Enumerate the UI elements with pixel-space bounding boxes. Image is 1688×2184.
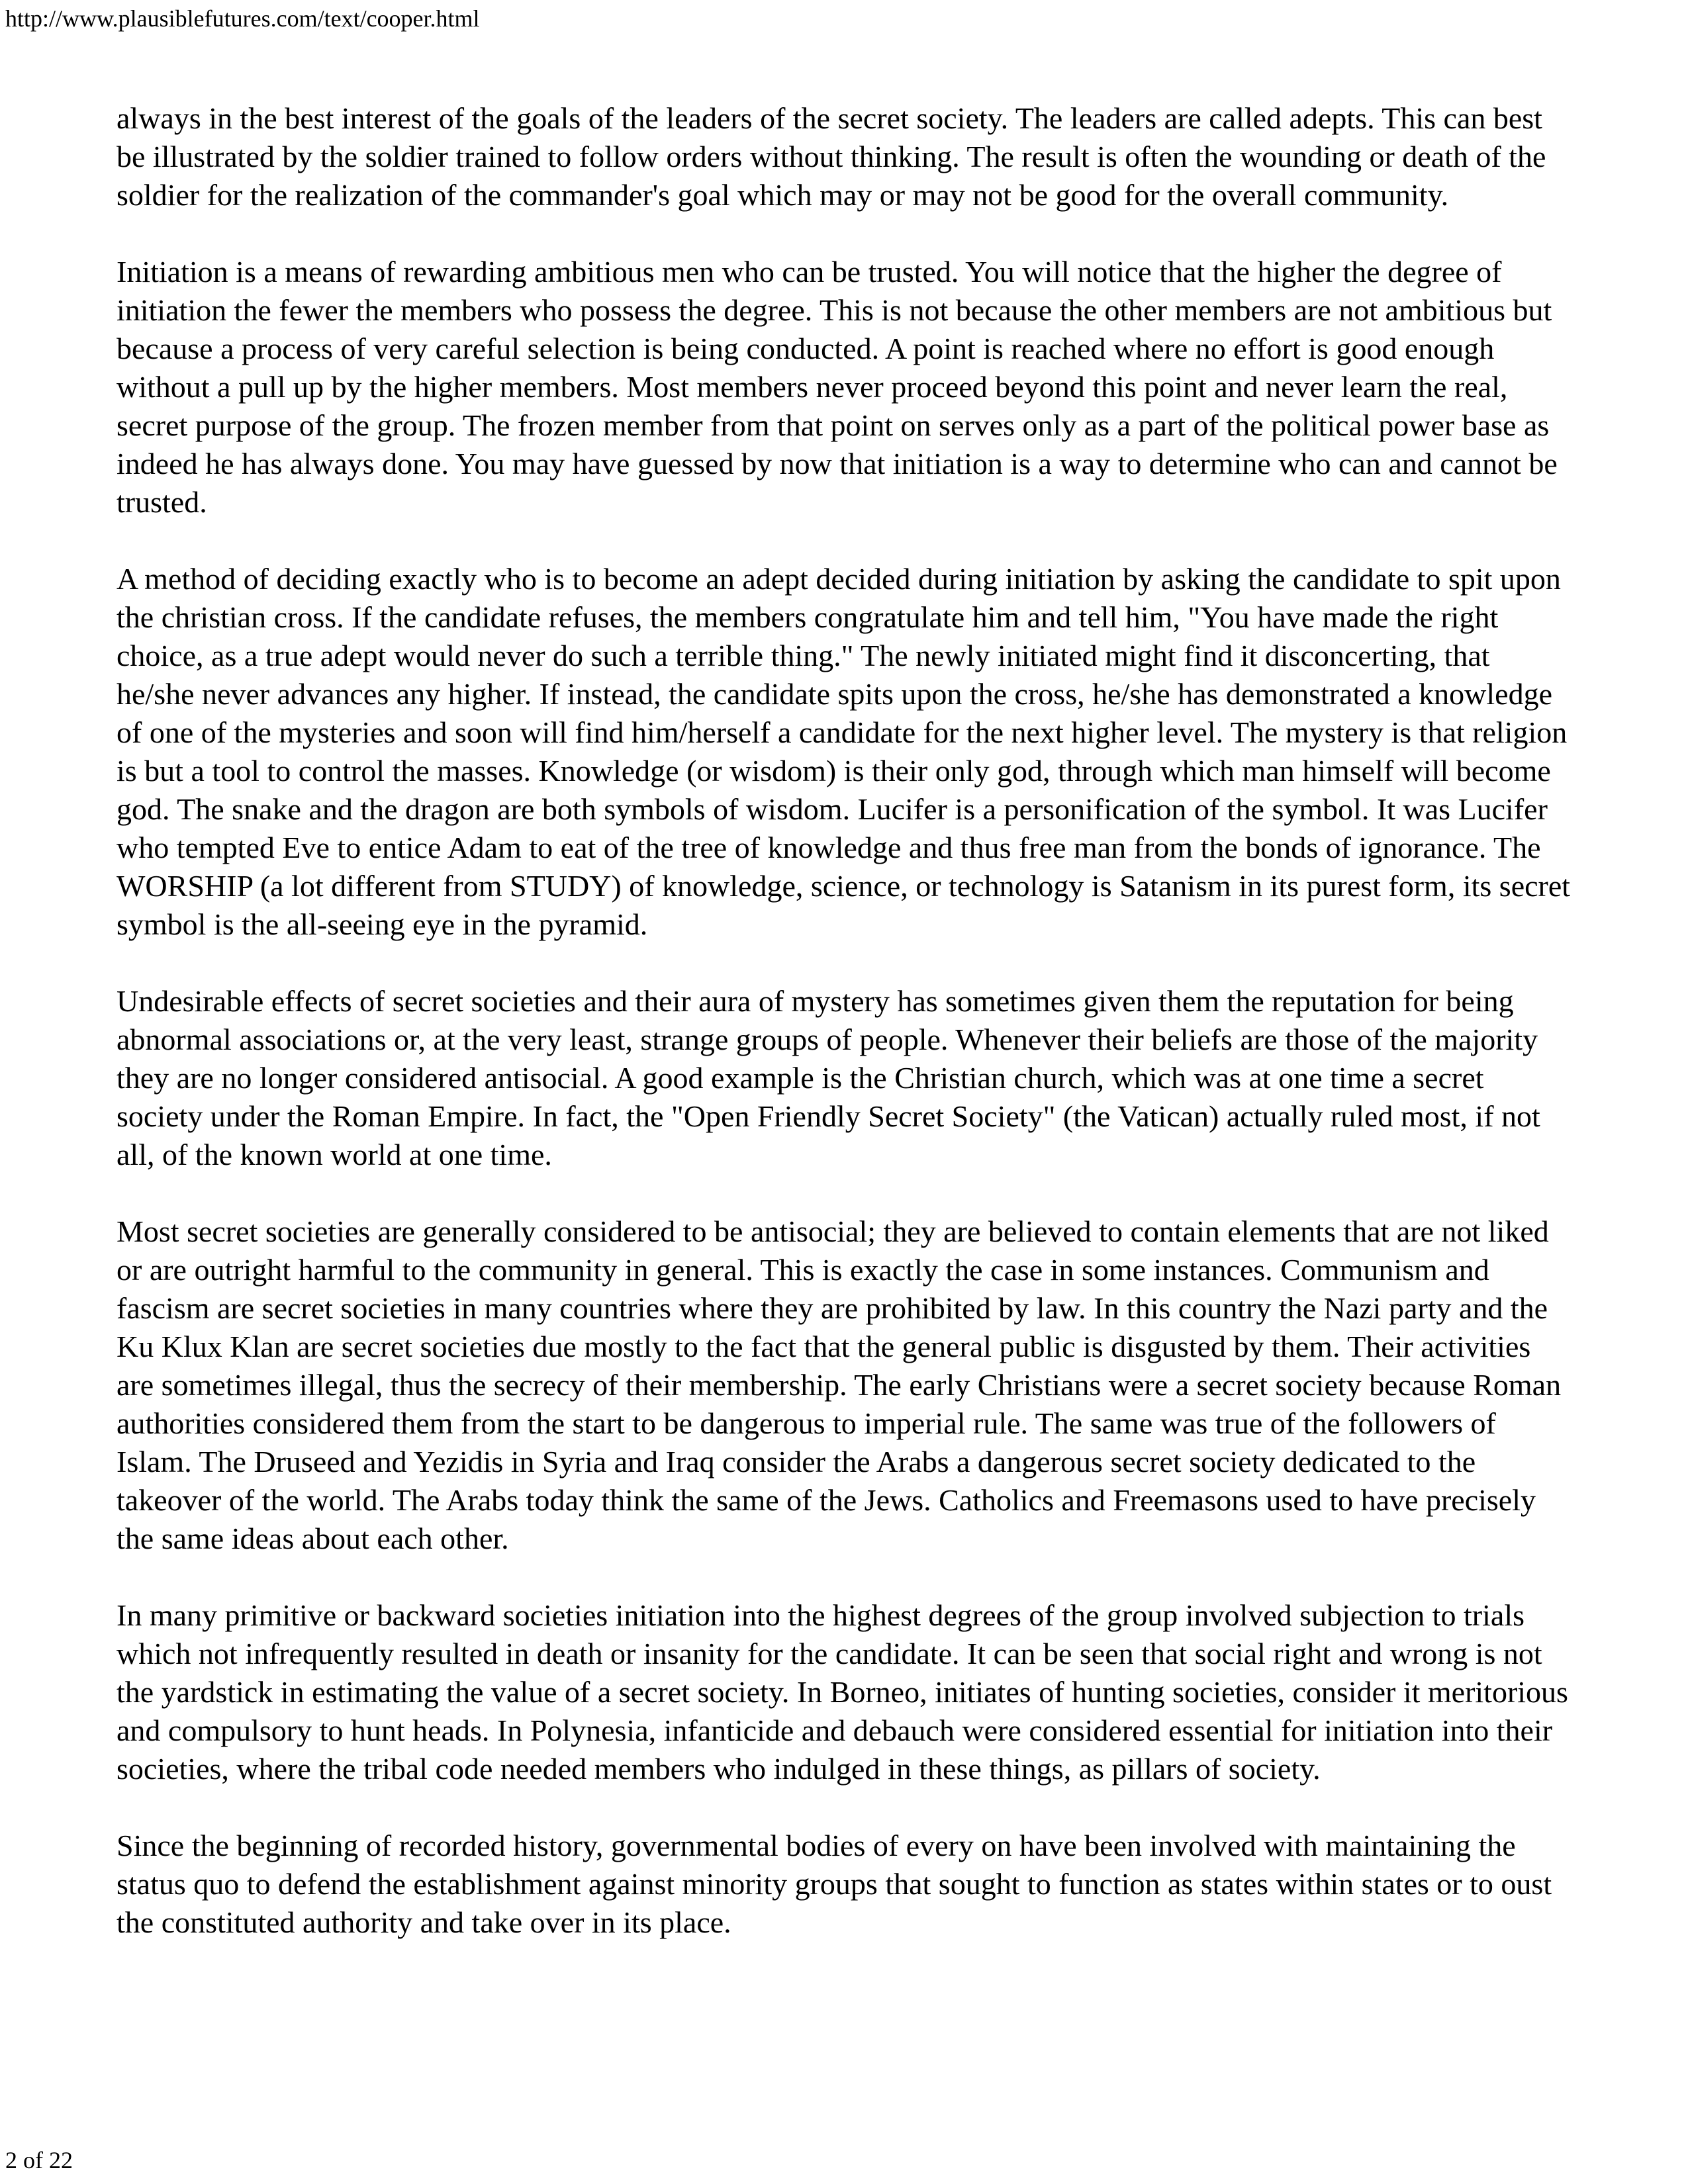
article-body bbox=[117, 99, 1573, 1980]
paragraph: Initiation is a means of rewarding ambitious men who can be trusted. You will notice that the higher the degree of initiation the fewer the members who possess the degree. This is not because the other members are not ambitious but because a process of very careful selection is being conducted. A point is reached where no effort is good enough without a pull up by the higher members. Most members never proceed beyond this point and never learn the real, secret purpose of the group. The frozen member from that point on serves only as a part of the political power base as indeed he has always done. You may have guessed by now that initiation is a way to determine who can and cannot be trusted. bbox=[117, 255, 1558, 519]
paragraph: Undesirable effects of secret societies and their aura of mystery has sometimes given them the reputation for being abnormal associations or, at the very least, strange groups of people. Whenever their beliefs are those of the majority they are no longer considered antisocial. A good example is the Christian church, which was at one time a secret society under the Roman Empire. In fact, the "Open Friendly Secret Society" (the Vatican) actually ruled most, if not all, of the known world at one time. bbox=[117, 984, 1540, 1171]
paragraph: A method of deciding exactly who is to become an adept decided during initiation by asking the candidate to spit upon the christian cross. If the candidate refuses, the members congratulate him and tell him, "You have made the right choice, as a true adept would never do such a terrible thing." The newly initiated might find it disconcerting, that he/she never advances any higher. If instead, the candidate spits upon the cross, he/she has demonstrated a knowledge of one of the mysteries and soon will find him/herself a candidate for the next higher level. The mystery is that religion is but a tool to control the masses. Knowledge (or wisdom) is their only god, through which man himself will become god. The snake and the dragon are both symbols of wisdom. Lucifer is a personification of the symbol. It was Lucifer who tempted Eve to entice Adam to eat of the tree of knowledge and thus free man from the bonds of ignorance. The WORSHIP (a lot different from STUDY) of knowledge, science, or technology is Satanism in its purest form, its secret symbol is the all-seeing eye in the pyramid. bbox=[117, 562, 1571, 941]
paragraph: always in the best interest of the goals of the leaders of the secret society. The leaders are called adepts. This can best be illustrated by the soldier trained to follow orders without thinking. The result is often the wounding or death of the soldier for the realization of the commander's goal which may or may not be good for the overall community. bbox=[117, 101, 1546, 212]
paragraph: Most secret societies are generally considered to be antisocial; they are believed to contain elements that are not liked or are outright harmful to the community in general. This is exactly the case in some instances. Communism and fascism are secret societies in many countries where they are prohibited by law. In this country the Nazi party and the Ku Klux Klan are secret societies due mostly to the fact that the general public is disgusted by them. Their activities are sometimes illegal, thus the secrecy of their membership. The early Christians were a secret society because Roman authorities considered them from the start to be dangerous to imperial rule. The same was true of the followers of Islam. The Druseed and Yezidis in Syria and Iraq consider the Arabs a dangerous secret society dedicated to the takeover of the world. The Arabs today think the same of the Jews. Catholics and Freemasons used to have precisely the same ideas about each other. bbox=[117, 1214, 1562, 1555]
paragraph: In many primitive or backward societies initiation into the highest degrees of the group involved subjection to trials which not infrequently resulted in death or insanity for the candidate. It can be seen that social right and wrong is not the yardstick in estimating the value of a secret society. In Borneo, initiates of hunting societies, consider it meritorious and compulsory to hunt heads. In Polynesia, infanticide and debauch were considered essential for initiation into their societies, where the tribal code needed members who indulged in these things, as pillars of society. bbox=[117, 1598, 1568, 1786]
paragraph: Since the beginning of recorded history, governmental bodies of every on have been involved with maintaining the status quo to defend the establishment against minority groups that sought to function as states within states or to oust the constituted authority and take over in its place. bbox=[117, 1829, 1552, 1939]
page-url: http://www.plausiblefutures.com/text/cooper.html bbox=[5, 5, 480, 32]
page-number: 2 of 22 bbox=[5, 2147, 73, 2173]
